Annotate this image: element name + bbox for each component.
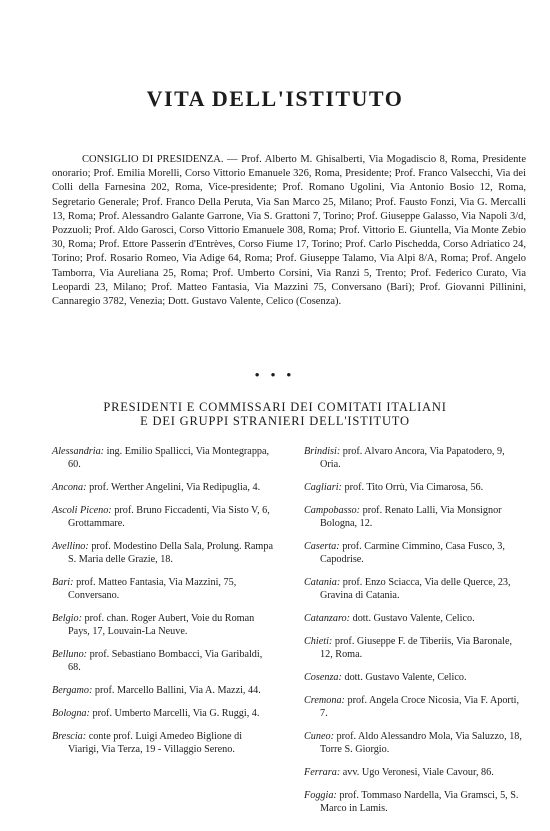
section-title-line-2: E DEI GRUPPI STRANIERI DELL'ISTITUTO bbox=[140, 414, 410, 428]
list-item: Ascoli Piceno: prof. Bruno Ficcadenti, Via Sisto V, 6, Grottammare. bbox=[52, 505, 270, 529]
list-item: Catanzaro: dott. Gustavo Valente, Celico. bbox=[304, 613, 475, 624]
list-item: Bari: prof. Matteo Fantasia, Via Mazzini, 75, Conversano. bbox=[52, 577, 237, 601]
right-column bbox=[304, 445, 526, 825]
list-item: Brescia: conte prof. Luigi Amedeo Biglione di Viarigi, Via Terza, 19 - Villaggio Sereno. bbox=[52, 731, 243, 755]
list-item: Alessandria: ing. Emilio Spallicci, Via Montegrappa, 60. bbox=[52, 446, 270, 470]
list-item: Cremona: prof. Angela Croce Nicosia, Via F. Aporti, 7. bbox=[304, 695, 520, 719]
list-item: Cagliari: prof. Tito Orrù, Via Cimarosa, 56. bbox=[304, 482, 484, 493]
list-item: Chieti: prof. Giuseppe F. de Tiberiis, Via Baronale, 12, Roma. bbox=[304, 636, 513, 660]
list-item: Ancona: prof. Werther Angelini, Via Redipuglia, 4. bbox=[52, 482, 261, 493]
page-title: VITA DELL'ISTITUTO bbox=[146, 86, 404, 111]
council-text: — Prof. Alberto M. Ghisalberti, Via Mogadiscio 8, Roma, Presidente onorario; Prof. Emilia Morelli, Corso Vittorio Emanuele 326, Roma, Presidente; Prof. Franco Valsecchi, Via dei Colli della Farnesina 202, Roma, Vice-presidente; Prof. Romano Ugolini, Via Antonio Bosio 12, Roma, Segretario Generale; Prof. Franco Della Peruta, Via San Marco 25, Milano; Prof. Fausto Fonzi, Via G. Mercalli 13, Roma; Prof. Alessandro Galante Garrone, Via S. Grattoni 7, Torino; Prof. Giuseppe Galasso, Via Napoli 3/d, Pozzuoli; Prof. Aldo Garosci, Corso Vittorio Emanuele 308, Roma; Prof. Vittorio E. Giuntella, Via Monte Zebio 30, Roma; Prof. Ettore Passerin d'Entrèves, Corso Fiume 17, Torino; Prof. Carlo Pischedda, Corso Adriatico 24, Torino; Prof. Rosario Romeo, Via Adige 64, Roma; Prof. Giuseppe Talamo, Via Alpi 8/A, Roma; Prof. Angelo Tamborra, Via Aureliana 25, Roma; Prof. Umberto Corsini, Via Ranzi 5, Trento; Prof. Federico Curato, Via Leopardi 23, Milano; Prof. Matteo Fantasia, Via Mazzini 75, Conversano (Bari); Prof. Giovanni Pillinini, Cannaregio 3782, Venezia; Dott. Gustavo Valente, Celico (Cosenza). bbox=[52, 154, 526, 308]
list-item: Cuneo: prof. Aldo Alessandro Mola, Via Saluzzo, 18, Torre S. Giorgio. bbox=[304, 731, 522, 755]
list-item: Bergamo: prof. Marcello Ballini, Via A. Mazzi, 44. bbox=[52, 685, 261, 696]
list-item: Avellino: prof. Modestino Della Sala, Prolung. Rampa S. Maria delle Grazie, 18. bbox=[52, 541, 273, 565]
list-item: Bologna: prof. Umberto Marcelli, Via G. Ruggi, 4. bbox=[52, 708, 260, 719]
list-item: Catania: prof. Enzo Sciacca, Via delle Querce, 23, Gravina di Catania. bbox=[304, 577, 511, 601]
list-item: Belluno: prof. Sebastiano Bombacci, Via Garibaldi, 68. bbox=[52, 649, 263, 673]
list-item: Caserta: prof. Carmine Cimmino, Casa Fusco, 3, Capodrise. bbox=[304, 541, 505, 565]
left-column bbox=[52, 445, 274, 766]
section-title-line-1: PRESIDENTI E COMMISSARI DEI COMITATI ITALIANI bbox=[103, 400, 447, 414]
list-item: Cosenza: dott. Gustavo Valente, Celico. bbox=[304, 672, 467, 683]
list-item: Campobasso: prof. Renato Lalli, Via Monsignor Bologna, 12. bbox=[304, 505, 502, 529]
list-item: Foggia: prof. Tommaso Nardella, Via Gramsci, 5, S. Marco in Lamis. bbox=[304, 790, 519, 814]
section-separator: • • • bbox=[254, 367, 296, 382]
council-paragraph bbox=[52, 153, 526, 309]
list-item: Brindisi: prof. Alvaro Ancora, Via Papatodero, 9, Oria. bbox=[304, 446, 505, 470]
council-heading: CONSIGLIO DI PRESIDENZA. bbox=[82, 154, 224, 165]
list-item: Belgio: prof. chan. Roger Aubert, Voie du Roman Pays, 17, Louvain-La Neuve. bbox=[52, 613, 255, 637]
list-item: Ferrara: avv. Ugo Veronesi, Viale Cavour, 86. bbox=[304, 767, 494, 778]
